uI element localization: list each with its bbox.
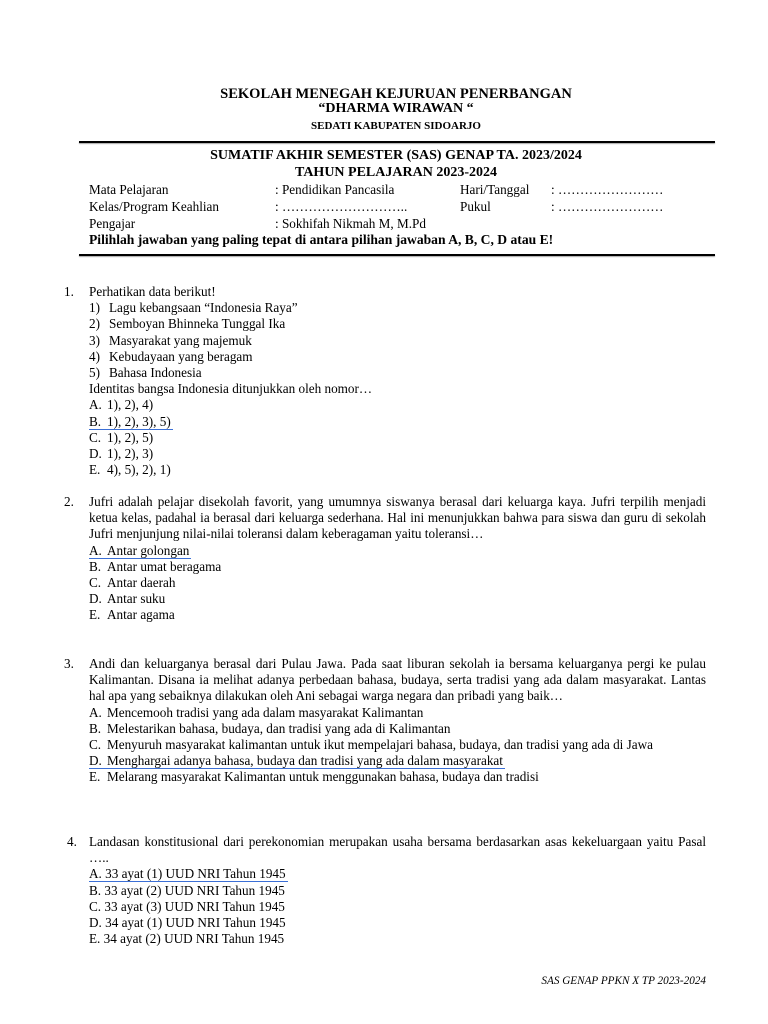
list-item: 3) Masyarakat yang majemuk	[89, 332, 252, 348]
time-label: Pukul	[460, 199, 491, 214]
question-number: 1.	[64, 284, 74, 299]
exam-title: SUMATIF AKHIR SEMESTER (SAS) GENAP TA. 2023/2024	[210, 148, 582, 163]
option-c: C. Menyuruh masyarakat kalimantan untuk ikut mempelajari bahasa, budaya, dan tradisi yang ada di Jawa	[89, 737, 654, 753]
option-e: E. 4), 5), 2), 1)	[89, 462, 171, 478]
option-b: B. 33 ayat (2) UUD NRI Tahun 1945	[89, 882, 285, 898]
option-d: D. 34 ayat (1) UUD NRI Tahun 1945	[89, 915, 286, 931]
option-e: E. Antar agama	[89, 607, 175, 623]
teacher-label: Pengajar	[89, 216, 136, 231]
header-divider-bottom	[79, 254, 715, 256]
school-location: SEDATI KABUPATEN SIDOARJO	[311, 120, 481, 132]
list-item: 4) Kebudayaan yang beragam	[89, 348, 253, 364]
option-e: E. Melarang masyarakat Kalimantan untuk menggunakan bahasa, budaya dan tradisi	[89, 769, 539, 785]
option-a: A. Mencemooh tradisi yang ada dalam masyarakat Kalimantan	[89, 704, 424, 720]
option-c: C. Antar daerah	[89, 575, 176, 591]
school-year: TAHUN PELAJARAN 2023-2024	[295, 165, 497, 180]
question-number: 2.	[64, 494, 74, 509]
page-footer: SAS GENAP PPKN X TP 2023-2024	[541, 975, 706, 987]
subject-value: : Pendidikan Pancasila	[275, 182, 395, 197]
date-value: : ……………………	[551, 182, 664, 197]
question-number: 4.	[67, 834, 77, 849]
header-divider-top	[79, 141, 715, 143]
question-1	[64, 284, 706, 478]
subject-label: Mata Pelajaran	[89, 182, 169, 197]
list-item: 2) Semboyan Bhinneka Tunggal Ika	[89, 316, 286, 332]
option-c: C. 1), 2), 5)	[89, 429, 154, 445]
option-a-answer: A. Antar golongan	[89, 542, 190, 558]
instruction: Pilihlah jawaban yang paling tepat di antara pilihan jawaban A, B, C, D atau E!	[89, 232, 554, 247]
list-item: 1) Lagu kebangsaan “Indonesia Raya”	[89, 300, 298, 316]
option-a: A. 1), 2), 4)	[89, 397, 154, 413]
question-number: 3.	[64, 656, 74, 671]
option-e: E. 34 ayat (2) UUD NRI Tahun 1945	[89, 931, 285, 947]
option-b-answer: B. 1), 2), 3), 5)	[89, 413, 171, 429]
option-b: B. Antar umat beragama	[89, 558, 222, 574]
question-4	[64, 834, 706, 947]
list-item: 5) Bahasa Indonesia	[89, 365, 202, 381]
class-value: : ………………………..	[275, 199, 408, 214]
question-stem: Jufri adalah pelajar disekolah favorit, yang umumnya siswanya berasal dari keluarga kaya. Jufri terpilih menjadi ketua kelas, padahal ia berasal dari keluarga sederhana. Hal ini menunjukkan bahwa para siswa dan guru di sekolah Jufri menjunjung nilai-nilai toleransi dalam keberagaman yaitu toleransi…	[89, 494, 706, 542]
time-value: : ……………………	[551, 199, 664, 214]
option-a-answer: A. 33 ayat (1) UUD NRI Tahun 1945	[89, 866, 286, 882]
school-name: SEKOLAH MENEGAH KEJURUAN PENERBANGAN	[220, 86, 572, 102]
teacher-value: : Sokhifah Nikmah M, M.Pd	[275, 216, 426, 231]
question-2	[64, 494, 706, 624]
class-label: Kelas/Program Keahlian	[89, 199, 220, 214]
question-3	[64, 656, 706, 786]
school-title: “DHARMA WIRAWAN “	[318, 101, 474, 116]
question-stem: Landasan konstitusional dari perekonomian merupakan usaha bersama berdasarkan asas kekeluargaan yaitu Pasal …..	[89, 834, 706, 866]
question-stem: Andi dan keluarganya berasal dari Pulau Jawa. Pada saat liburan sekolah ia bersama keluarganya pergi ke pulau Kalimantan. Disana ia melihat adanya perbedaan bahasa, budaya, serta tradisi yang ada dalam masyarakat. Lantas hal apa yang sebaiknya dilakukan oleh Ani sebagai warga negara dan pribadi yang baik…	[89, 656, 706, 704]
question-stem: Perhatikan data berikut!	[89, 284, 216, 299]
question-prompt: Identitas bangsa Indonesia ditunjukkan oleh nomor…	[89, 381, 373, 397]
data-list	[89, 300, 706, 381]
option-b: B. Melestarikan bahasa, budaya, dan tradisi yang ada di Kalimantan	[89, 720, 451, 736]
date-label: Hari/Tanggal	[460, 182, 530, 197]
option-c: C. 33 ayat (3) UUD NRI Tahun 1945	[89, 898, 285, 914]
option-d: D. 1), 2), 3)	[89, 446, 154, 462]
option-d-answer: D. Menghargai adanya bahasa, budaya dan tradisi yang ada dalam masyarakat	[89, 753, 503, 769]
option-d: D. Antar suku	[89, 591, 166, 607]
